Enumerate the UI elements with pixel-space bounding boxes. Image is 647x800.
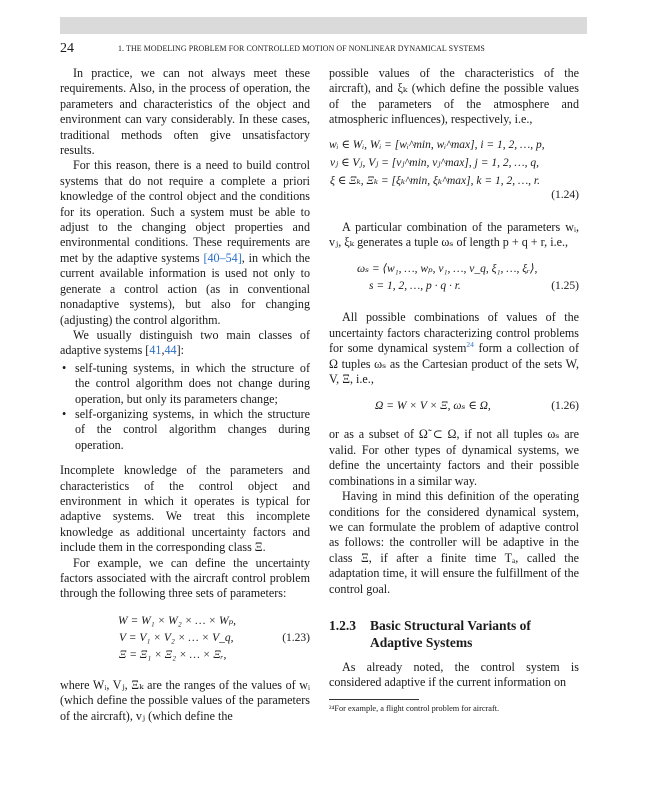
citation-link[interactable]: 44 [164,343,177,358]
paragraph: Incomplete knowledge of the parameters and characteristics of the control object and environment in which it operates is typical for adaptive systems. We treat this incomplete knowledge as additional uncertainty factors and include them in the corresponding class Ξ. [60,463,310,555]
equation-1-24: wᵢ ∈ Wᵢ, Wᵢ = [wᵢ^min, wᵢ^max], i = 1, 2, …, p, vⱼ ∈ Vⱼ, Vⱼ = [vⱼ^min, vⱼ^max], j = 1, 2, …, q, ξ ∈ Ξₖ, Ξₖ = [ξₖ^min, ξₖ^max], k = 1, 2, …, r. (1.24) [329,138,579,196]
page-header [60,42,587,56]
bullet-icon: • [62,360,67,375]
citation-link[interactable]: [40–54] [203,250,242,265]
equation-1-23: W = W₁ × W₂ × … × Wₚ, V = V₁ × V₂ × … × V_q, Ξ = Ξ₁ × Ξ₂ × … × Ξᵣ, (1.23) [118,614,310,661]
section-heading [329,617,579,651]
equation-number: (1.23) [282,631,310,644]
paragraph: All possible combinations of values of the uncertainty factors characterizing control problems for some dynamical system$^{24}$ form a collection of Ω tuples ωₛ as the Cartesian product of the sets W, V, Ξ, i.e., [329,310,579,387]
footnote-ref[interactable]: 24 [466,340,474,350]
paragraph: or as a subset of Ω̃ ⊂ Ω, if not all tuples ωₛ are valid. For other types of dynamical systems, we define the uncertainty factors and their possible combinations in a similar way. [329,427,579,488]
paragraph: For this reason, there is a need to build control systems that do not require a complete a priori knowledge of the control object and the conditions for its operation. Such a system must be able to adjust to the changing object properties and environmental conditions. These requirements are met by the adaptive systems [40–54], in which the current available information is used not only to generate a control action (as in conventional nonadaptive systems), but also for changing (adjusting) the control algorithm. [60,158,310,327]
page-number: 24 [60,41,74,56]
footnote: ²⁴For example, a flight control problem for aircraft. [329,703,500,713]
section-title: Basic Structural Variants of Adaptive Systems [370,617,531,650]
paragraph: In practice, we can not always meet these requirements. Also, in the process of operation, the parameters and characteristics of the object and environment can vary considerably. In these cases, traditional methods often give unsatisfactory results. [60,66,310,158]
paragraph: where Wᵢ, Vⱼ, Ξₖ are the ranges of the values of wᵢ (which define the possible values of the parameters of the aircraft), vⱼ (which define the [60,677,310,723]
paragraph: We usually distinguish two main classes of adaptive systems [41,44]: [60,327,310,358]
paragraph: possible values of the characteristics of the aircraft), and ξₖ (which define the possible values of the parameters of the atmosphere and atmospheric influences), respectively, i.e., [329,66,579,127]
right-column [329,66,579,714]
equation-number: (1.25) [551,280,579,293]
left-column [60,66,310,724]
equation-number: (1.26) [551,400,579,413]
paragraph: For example, we can define the uncertainty factors associated with the aircraft control problem through the following three sets of parameters: [60,555,310,601]
list-item: • self-organizing systems, in which the structure of the control algorithm changes during operation. [62,406,310,452]
paragraph: As already noted, the control system is considered adaptive if the current information on [329,659,579,690]
bullet-icon: • [62,406,67,421]
footnote-rule [329,699,419,700]
paragraph: A particular combination of the parameters wᵢ, vⱼ, ξₖ generates a tuple ωₛ of length p + q + r, i.e., [329,219,579,250]
list-item: • self-tuning systems, in which the structure of the control algorithm does not change during operation, but only its parameters change; [62,360,310,406]
running-title: 1. THE MODELING PROBLEM FOR CONTROLLED MOTION OF NONLINEAR DYNAMICAL SYSTEMS [118,44,485,53]
header-bar [60,17,587,34]
equation-number: (1.24) [551,188,579,201]
equation-1-26: Ω = W × V × Ξ, ωₛ ∈ Ω, (1.26) [329,399,579,417]
equation-1-25: ωₛ = ⟨w₁, …, wₚ, v₁, …, v_q, ξ₁, …, ξᵣ⟩, s = 1, 2, …, p · q · r. (1.25) [329,262,579,296]
bullet-list [60,361,310,453]
paragraph: Having in mind this definition of the operating conditions for the considered dynamical system, we can formulate the problem of adaptive control as follows: the controller will be adaptive in the class Ξ, if after a finite time Tₐ, called the adaptation time, it will ensure the fulfillment of the control goal. [329,489,579,596]
citation-link[interactable]: 41 [149,343,162,358]
section-number: 1.2.3 [329,617,356,633]
